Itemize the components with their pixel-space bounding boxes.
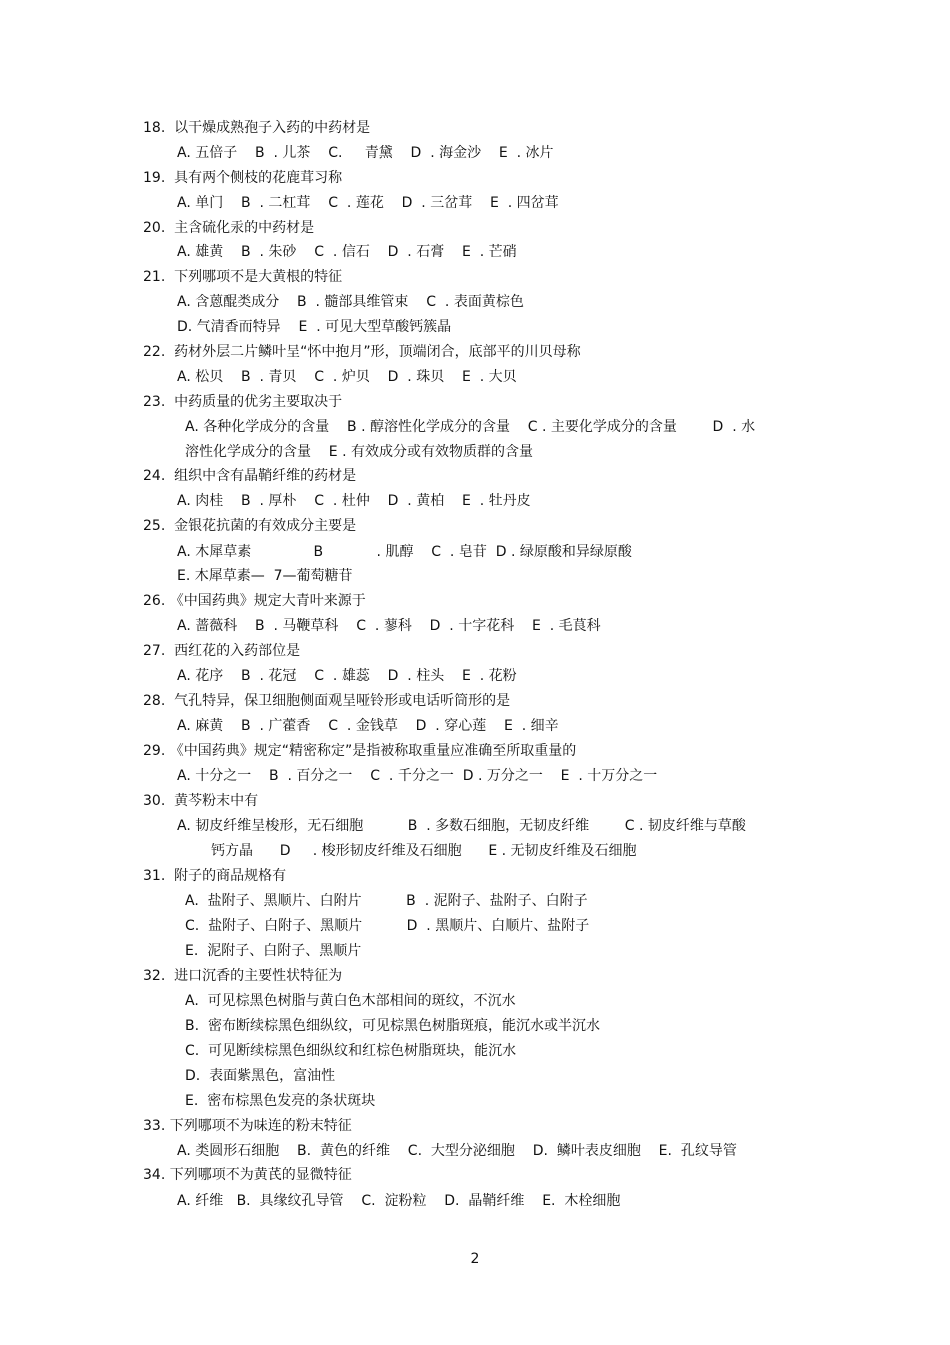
- options-34: A. 纤维 B. 具缘纹孔导管 C. 淀粉粒 D. 晶鞘纤维 E. 木栓细胞: [177, 1193, 621, 1209]
- options-19: A. 单门 B . 二杠茸 C . 莲花 D . 三岔茸 E . 四岔茸: [177, 195, 559, 211]
- options-28: A. 麻黄 B . 广藿香 C . 金钱草 D . 穿心莲 E . 细辛: [177, 718, 559, 734]
- question-24: 24. 组织中含有晶鞘纤维的药材是: [143, 468, 357, 484]
- options-29: A. 十分之一 B . 百分之一 C . 千分之一 D . 万分之一 E . 十万分之一: [177, 768, 658, 784]
- options-31-line-1: A. 盐附子、黑顺片、白附片 B . 泥附子、盐附子、白附子: [185, 893, 588, 909]
- page-number: 2: [470, 1251, 480, 1267]
- options-25-line-2: E. 木犀草素— 7—葡萄糖苷: [177, 568, 353, 584]
- options-23-line-1: A. 各种化学成分的含量 B . 醇溶性化学成分的含量 C . 主要化学成分的含量 D . 水: [185, 419, 756, 435]
- options-31-line-3: E. 泥附子、白附子、黑顺片: [185, 943, 362, 959]
- options-32-c: C. 可见断续棕黑色细纵纹和红棕色树脂斑块，能沉水: [185, 1043, 517, 1059]
- question-23: 23. 中药质量的优劣主要取决于: [143, 394, 343, 410]
- question-21: 21. 下列哪项不是大黄根的特征: [143, 269, 343, 285]
- question-28: 28. 气孔特异，保卫细胞侧面观呈哑铃形或电话听筒形的是: [143, 693, 511, 709]
- options-18: A. 五倍子 B . 儿茶 C. 青黛 D . 海金沙 E . 冰片: [177, 145, 554, 161]
- question-33: 33. 下列哪项不为味连的粉末特征: [143, 1118, 352, 1134]
- options-20: A. 雄黄 B . 朱砂 C . 信石 D . 石膏 E . 芒硝: [177, 244, 517, 260]
- options-22: A. 松贝 B . 青贝 C . 炉贝 D . 珠贝 E . 大贝: [177, 369, 517, 385]
- question-30: 30. 黄芩粉末中有: [143, 793, 259, 809]
- question-25: 25. 金银花抗菌的有效成分主要是: [143, 518, 357, 534]
- options-32-e: E. 密布棕黑色发亮的条状斑块: [185, 1093, 376, 1109]
- question-31: 31. 附子的商品规格有: [143, 868, 287, 884]
- options-26: A. 蔷薇科 B . 马鞭草科 C . 蓼科 D . 十字花科 E . 毛茛科: [177, 618, 601, 634]
- options-21-line-1: A. 含蒽醌类成分 B . 髓部具维管束 C . 表面黄棕色: [177, 294, 524, 310]
- question-34: 34. 下列哪项不为黄芪的显微特征: [143, 1167, 352, 1183]
- question-19: 19. 具有两个侧枝的花鹿茸习称: [143, 170, 343, 186]
- question-27: 27. 西红花的入药部位是: [143, 643, 301, 659]
- question-32: 32. 进口沉香的主要性状特征为: [143, 968, 343, 984]
- options-23-line-2: 溶性化学成分的含量 E . 有效成分或有效物质群的含量: [185, 444, 533, 460]
- question-22: 22. 药材外层二片鳞叶呈“怀中抱月”形，顶端闭合，底部平的川贝母称: [143, 344, 581, 360]
- options-32-d: D. 表面紫黑色，富油性: [185, 1068, 336, 1084]
- options-30-line-1: A. 韧皮纤维呈梭形，无石细胞 B . 多数石细胞，无韧皮纤维 C . 韧皮纤维与草酸: [177, 818, 746, 834]
- options-27: A. 花序 B . 花冠 C . 雄蕊 D . 柱头 E . 花粉: [177, 668, 517, 684]
- question-26: 26. 《中国药典》规定大青叶来源于: [143, 593, 366, 609]
- options-32-a: A. 可见棕黑色树脂与黄白色木部相间的斑纹，不沉水: [185, 993, 516, 1009]
- options-25-line-1: A. 木犀草素 B . 肌醇 C . 皂苷 D . 绿原酸和异绿原酸: [177, 544, 632, 560]
- question-20: 20. 主含硫化汞的中药材是: [143, 220, 315, 236]
- options-30-line-2: 钙方晶 D . 梭形韧皮纤维及石细胞 E . 无韧皮纤维及石细胞: [211, 843, 637, 859]
- options-31-line-2: C. 盐附子、白附子、黑顺片 D . 黑顺片、白顺片、盐附子: [185, 918, 590, 934]
- question-18: 18. 以干燥成熟孢子入药的中药材是: [143, 120, 371, 136]
- options-33: A. 类圆形石细胞 B. 黄色的纤维 C. 大型分泌细胞 D. 鳞叶表皮细胞 E. 孔纹导管: [177, 1143, 737, 1159]
- question-29: 29. 《中国药典》规定“精密称定”是指被称取重量应准确至所取重量的: [143, 743, 577, 759]
- options-24: A. 肉桂 B . 厚朴 C . 杜仲 D . 黄柏 E . 牡丹皮: [177, 493, 531, 509]
- options-32-b: B. 密布断续棕黑色细纵纹，可见棕黑色树脂斑痕，能沉水或半沉水: [185, 1018, 600, 1034]
- options-21-line-2: D. 气清香而特异 E . 可见大型草酸钙簇晶: [177, 319, 452, 335]
